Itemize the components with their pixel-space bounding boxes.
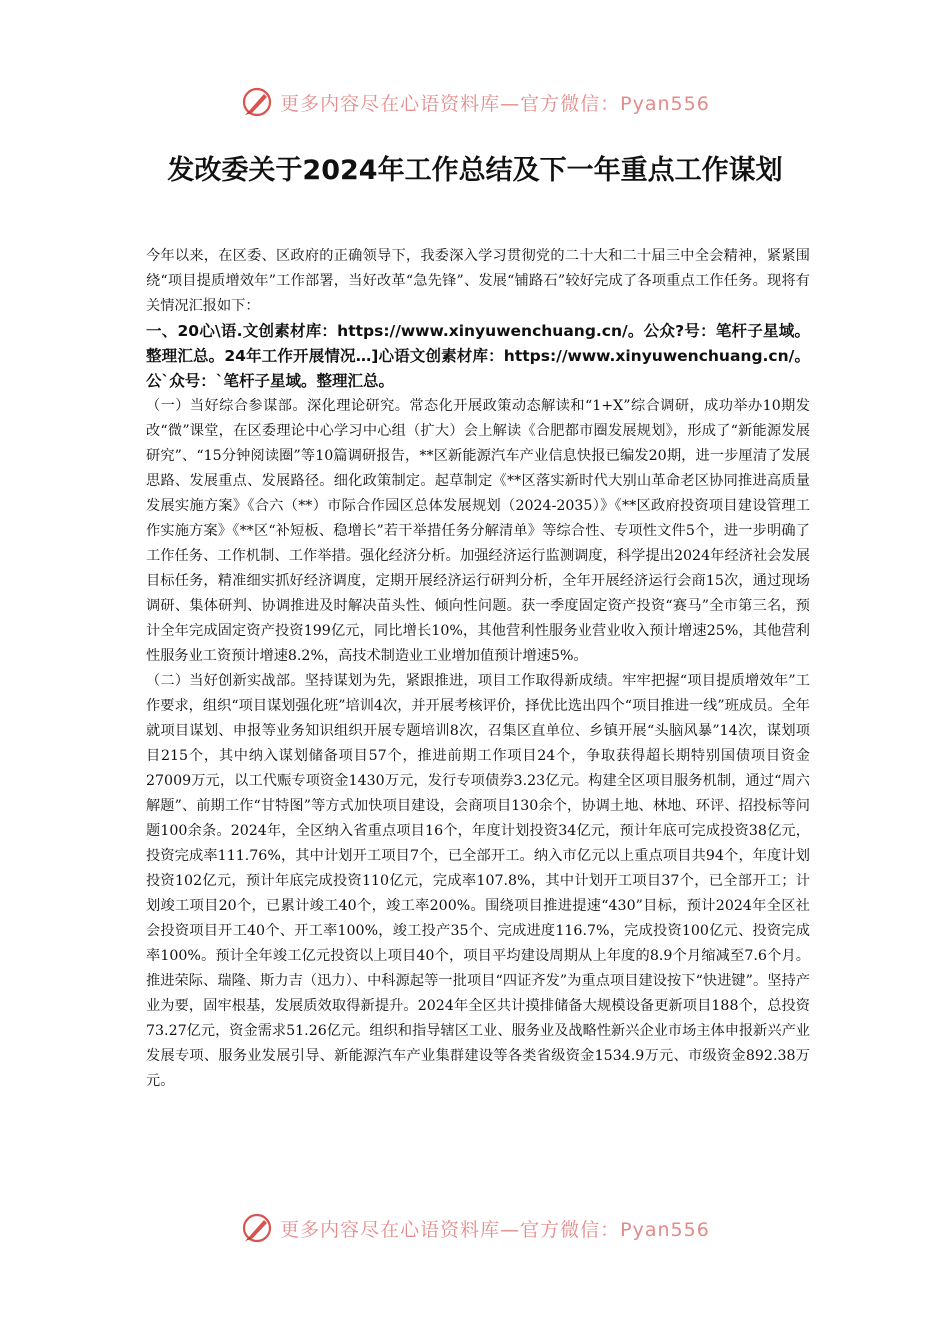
- section-paragraph-1: （一）当好综合参谋部。深化理论研究。常态化开展政策动态解读和“1+X”综合调研，成功举办10期发改“微”课堂，在区委理论中心学习中心组（扩大）会上解读《合肥都市圈发展规划》，形成了“新能源发展研究”、“15分钟阅读圈”等10篇调研报告，**区新能源汽车产业信息快报已编发20期，进一步厘清了发展思路、发展重点、发展路径。细化政策制定。起草制定《**区落实新时代大别山革命老区协同推进高质量发展实施方案》《合六（**）市际合作园区总体发展规划（2024-2035）》《**区政府投资项目建设管理工作实施方案》《**区“补短板、稳增长”若干举措任务分解清单》等综合性、专项性文件5个，进一步明确了工作任务、工作机制、工作举措。强化经济分析。加强经济运行监测调度，科学提出2024年经济社会发展目标任务，精准细实抓好经济调度，定期开展经济运行研判分析，全年开展经济运行会商15次，通过现场调研、集体研判、协调推进及时解决苗头性、倾向性问题。获一季度固定资产投资“赛马”全市第三名，预计全年完成固定资产投资199亿元，同比增长10%，其他营利性服务业营业收入预计增速25%，其他营利性服务业工资预计增速8.2%，高技术制造业工业增加值预计增速5%。: [146, 398, 810, 664]
- section-paragraph-2: （二）当好创新实战部。坚持谋划为先，紧跟推进，项目工作取得新成绩。牢牢把握“项目提质增效年”工作要求，组织“项目谋划强化班”培训4次，并开展考核评价，择优比选出四个“项目推进一线”班成员。全年就项目谋划、申报等业务知识组织开展专题培训8次，召集区直单位、乡镇开展“头脑风暴”14次，谋划项目215个，其中纳入谋划储备项目57个，推进前期工作项目24个，争取获得超长期特别国债项目资金27009万元，以工代赈专项资金1430万元，发行专项债券3.23亿元。构建全区项目服务机制，通过“周六解题”、前期工作“甘特图”等方式加快项目建设，会商项目130余个，协调土地、林地、环评、招投标等问题100余条。2024年，全区纳入省重点项目16个，年度计划投资34亿元，预计年底可完成投资38亿元，投资完成率111.76%，其中计划开工项目7个，已全部开工。纳入市亿元以上重点项目共94个，年度计划投资102亿元，预计年底完成投资110亿元，完成率107.8%，其中计划开工项目37个，已全部开工；计划竣工项目20个，已累计竣工40个，竣工率200%。围绕项目推进提速“430”目标，预计2024年全区社会投资项目开工40个、开工率100%，竣工投产35个、完成进度116.7%，完成投资100亿元、投资完成率100%。预计全年竣工亿元投资以上项目40个，项目平均建设周期从上年度的8.9个月缩减至7.6个月。推进荣际、瑞隆、斯力吉（迅力）、中科源起等一批项目“四证齐发”为重点项目建设按下“快进键”。坚持产业为要，固牢根基，发展质效取得新提升。2024年全区共计摸排储备大规模设备更新项目188个，总投资73.27亿元，资金需求51.26亿元。组织和指导辖区工业、服务业及战略性新兴企业市场主体申报新兴产业发展专项、服务业发展引导、新能源汽车产业集群建设等各类省级资金1534.9万元、市级资金892.38万元。: [146, 673, 810, 1089]
- intro-paragraph: 今年以来，在区委、区政府的正确领导下，我委深入学习贯彻党的二十大和二十届三中全会精神，紧紧围绕“项目提质增效年”工作部署，当好改革“急先锋”、发展“铺路石”较好完成了各项重点工作任务。现将有关情况汇报如下：: [146, 248, 810, 314]
- document-title: 发改委关于2024年工作总结及下一年重点工作谋划: [167, 155, 783, 186]
- bottom-banner: [0, 1208, 950, 1248]
- section-heading-1: 一、20心\语.文创素材库：https://www.xinyuwenchuang.cn/。公众?号：笔杆子星域。整理汇总。24年工作开展情况…]心语文创素材库：https://www.xinyuwenchuang.cn/。公`众号：`笔杆子星域。整理汇总。: [146, 322, 810, 390]
- pen-logo-icon: [240, 1211, 274, 1245]
- banner-text: 更多内容尽在心语资料库—官方微信：Pyan556: [280, 92, 710, 115]
- banner-text: 更多内容尽在心语资料库—官方微信：Pyan556: [280, 1218, 710, 1241]
- pen-logo-icon: [240, 85, 274, 119]
- document-body: [146, 244, 810, 1094]
- top-banner: [0, 82, 950, 122]
